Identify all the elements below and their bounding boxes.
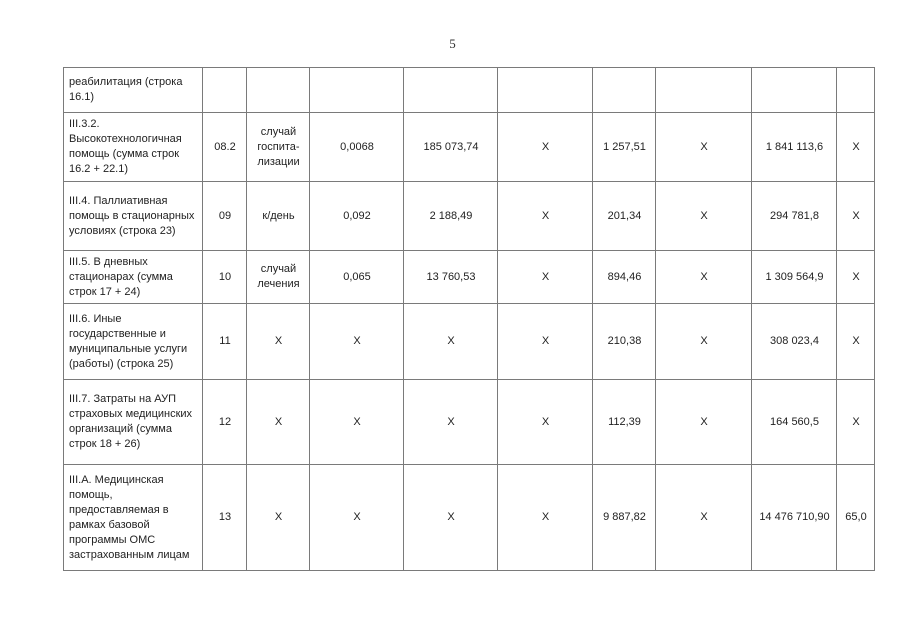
per-capita-cell: 210,38 [593,304,656,380]
cost-cell: Х [404,465,498,571]
value-cell: Х [656,380,752,465]
per-capita-cell: 1 257,51 [593,113,656,182]
unit-cell: Х [247,465,310,571]
value-cell: Х [498,304,593,380]
per-capita-cell: 112,39 [593,380,656,465]
row-code-cell: 12 [203,380,247,465]
row-label-cell: III.6. Иные государственные и муниципальные услуги (работы) (строка 25) [64,304,203,380]
row-label-cell: III.5. В дневных стационарах (сумма строк 17 + 24) [64,251,203,304]
cost-cell: Х [404,380,498,465]
cost-cell [404,68,498,113]
value-cell: Х [656,113,752,182]
total-cell: 1 309 564,9 [752,251,837,304]
total-cell: 14 476 710,90 [752,465,837,571]
table-row [64,380,875,465]
value-cell: Х [498,380,593,465]
row-code-cell: 09 [203,182,247,251]
table-row [64,304,875,380]
per-capita-cell [593,68,656,113]
value-cell: Х [498,113,593,182]
unit-cell: случай лечения [247,251,310,304]
table-row [64,465,875,571]
share-cell: Х [837,251,875,304]
value-cell: Х [656,182,752,251]
volume-cell: 0,092 [310,182,404,251]
row-code-cell: 08.2 [203,113,247,182]
row-label-cell: III.7. Затраты на АУП страховых медицинских организаций (сумма строк 18 + 26) [64,380,203,465]
share-cell [837,68,875,113]
value-cell: Х [656,251,752,304]
value-cell: Х [498,182,593,251]
share-cell: 65,0 [837,465,875,571]
table-row [64,68,875,113]
volume-cell: 0,0068 [310,113,404,182]
total-cell [752,68,837,113]
volume-cell: Х [310,304,404,380]
total-cell: 308 023,4 [752,304,837,380]
row-code-cell: 10 [203,251,247,304]
share-cell: Х [837,380,875,465]
per-capita-cell: 201,34 [593,182,656,251]
per-capita-cell: 9 887,82 [593,465,656,571]
share-cell: Х [837,113,875,182]
total-cell: 294 781,8 [752,182,837,251]
cost-cell: Х [404,304,498,380]
unit-cell: случай госпита-лизации [247,113,310,182]
volume-cell: Х [310,465,404,571]
row-label-cell: реабилитация (строка 16.1) [64,68,203,113]
table-row [64,113,875,182]
row-code-cell: 13 [203,465,247,571]
row-code-cell: 11 [203,304,247,380]
per-capita-cell: 894,46 [593,251,656,304]
unit-cell: Х [247,380,310,465]
unit-cell: Х [247,304,310,380]
value-cell: Х [498,465,593,571]
unit-cell: к/день [247,182,310,251]
value-cell: Х [656,304,752,380]
page-number: 5 [449,36,456,51]
row-code-cell [203,68,247,113]
volume-cell: Х [310,380,404,465]
share-cell: Х [837,182,875,251]
value-cell: Х [656,465,752,571]
table-row [64,251,875,304]
cost-cell: 2 188,49 [404,182,498,251]
table-row [64,182,875,251]
row-label-cell: III.4. Паллиативная помощь в стационарных условиях (строка 23) [64,182,203,251]
value-cell [656,68,752,113]
data-table [63,67,875,571]
unit-cell [247,68,310,113]
volume-cell: 0,065 [310,251,404,304]
value-cell [498,68,593,113]
cost-cell: 185 073,74 [404,113,498,182]
cost-cell: 13 760,53 [404,251,498,304]
value-cell: Х [498,251,593,304]
volume-cell [310,68,404,113]
share-cell: Х [837,304,875,380]
total-cell: 1 841 113,6 [752,113,837,182]
row-label-cell: III.А. Медицинская помощь, предоставляемая в рамках базовой программы ОМС застрахованным лицам [64,465,203,571]
total-cell: 164 560,5 [752,380,837,465]
row-label-cell: III.3.2. Высокотехнологичная помощь (сумма строк 16.2 + 22.1) [64,113,203,182]
